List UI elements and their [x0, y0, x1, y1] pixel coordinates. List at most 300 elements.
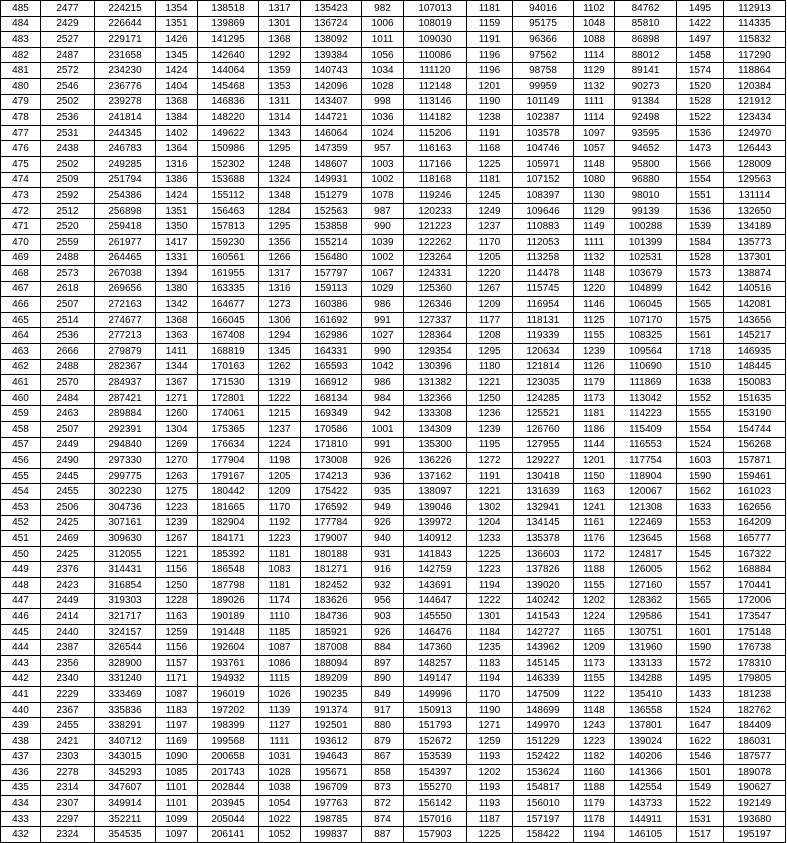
table-row: [1, 344, 786, 360]
table-cell: 1193: [467, 796, 513, 812]
table-cell: 126760: [513, 422, 574, 438]
table-cell: 459: [1, 406, 41, 422]
table-cell: 1539: [677, 219, 724, 235]
table-cell: 2559: [41, 234, 95, 250]
table-cell: 152302: [198, 156, 259, 172]
table-cell: 118904: [615, 468, 677, 484]
table-cell: 198785: [301, 811, 362, 827]
table-cell: 115409: [615, 422, 677, 438]
table-cell: 2536: [41, 110, 95, 126]
table-cell: 460: [1, 390, 41, 406]
table-cell: 143733: [615, 796, 677, 812]
table-cell: 1057: [574, 141, 615, 157]
table-cell: 1159: [467, 16, 513, 32]
table-cell: 157903: [404, 827, 467, 843]
table-cell: 176738: [724, 640, 786, 656]
table-cell: 1163: [156, 609, 198, 625]
table-cell: 172006: [724, 593, 786, 609]
table-cell: 109564: [615, 344, 677, 360]
table-cell: 146339: [513, 671, 574, 687]
table-cell: 249285: [95, 156, 156, 172]
table-cell: 1209: [467, 297, 513, 313]
table-cell: 149931: [301, 172, 362, 188]
table-cell: 1086: [259, 655, 301, 671]
table-cell: 469: [1, 250, 41, 266]
table-cell: 2314: [41, 780, 95, 796]
table-cell: 1223: [574, 733, 615, 749]
table-cell: 1319: [259, 375, 301, 391]
table-cell: 1181: [574, 406, 615, 422]
table-cell: 135300: [404, 437, 467, 453]
table-cell: 142759: [404, 562, 467, 578]
table-cell: 1114: [574, 110, 615, 126]
table-cell: 1202: [574, 593, 615, 609]
table-cell: 167408: [198, 328, 259, 344]
table-cell: 101149: [513, 94, 574, 110]
table-cell: 157016: [404, 811, 467, 827]
table-cell: 116163: [404, 141, 467, 157]
table-cell: 2506: [41, 500, 95, 516]
table-cell: 2592: [41, 188, 95, 204]
table-cell: 155112: [198, 188, 259, 204]
table-cell: 897: [362, 655, 404, 671]
table-cell: 468: [1, 266, 41, 282]
table-cell: 123264: [404, 250, 467, 266]
table-cell: 277213: [95, 328, 156, 344]
table-row: [1, 234, 786, 250]
table-cell: 1080: [574, 172, 615, 188]
table-cell: 186031: [724, 733, 786, 749]
table-cell: 94652: [615, 141, 677, 157]
table-cell: 1267: [467, 281, 513, 297]
table-cell: 1384: [156, 110, 198, 126]
table-cell: 2423: [41, 577, 95, 593]
table-cell: 1224: [259, 437, 301, 453]
table-cell: 234230: [95, 63, 156, 79]
table-cell: 139020: [513, 577, 574, 593]
table-cell: 132650: [724, 203, 786, 219]
table-cell: 137301: [724, 250, 786, 266]
table-cell: 121223: [404, 219, 467, 235]
table-cell: 340712: [95, 733, 156, 749]
table-cell: 107170: [615, 312, 677, 328]
table-cell: 1042: [362, 359, 404, 375]
table-cell: 123434: [724, 110, 786, 126]
table-cell: 156463: [198, 203, 259, 219]
table-cell: 101399: [615, 234, 677, 250]
table-cell: 1129: [574, 203, 615, 219]
table-cell: 1181: [467, 1, 513, 17]
table-cell: 115745: [513, 281, 574, 297]
table-row: [1, 515, 786, 531]
table-cell: 178310: [724, 655, 786, 671]
table-cell: 299775: [95, 468, 156, 484]
table-cell: 131639: [513, 484, 574, 500]
table-cell: 168134: [301, 390, 362, 406]
table-cell: 135378: [513, 531, 574, 547]
table-row: [1, 172, 786, 188]
table-cell: 1386: [156, 172, 198, 188]
table-cell: 272163: [95, 297, 156, 313]
table-cell: 168884: [724, 562, 786, 578]
table-cell: 190189: [198, 609, 259, 625]
table-cell: 1201: [467, 78, 513, 94]
table-cell: 432: [1, 827, 41, 843]
table-cell: 1317: [259, 1, 301, 17]
table-cell: 1168: [467, 141, 513, 157]
table-cell: 1002: [362, 172, 404, 188]
table-cell: 1647: [677, 718, 724, 734]
table-cell: 1536: [677, 203, 724, 219]
table-cell: 1549: [677, 780, 724, 796]
table-cell: 2438: [41, 141, 95, 157]
table-cell: 2572: [41, 63, 95, 79]
table-cell: 1157: [156, 655, 198, 671]
table-cell: 90273: [615, 78, 677, 94]
table-cell: 88012: [615, 47, 677, 63]
table-cell: 2573: [41, 266, 95, 282]
table-cell: 115832: [724, 32, 786, 48]
table-cell: 173547: [724, 609, 786, 625]
table-cell: 890: [362, 671, 404, 687]
table-row: [1, 546, 786, 562]
table-cell: 312055: [95, 546, 156, 562]
table-cell: 1541: [677, 609, 724, 625]
table-cell: 1183: [467, 655, 513, 671]
table-cell: 1221: [156, 546, 198, 562]
table-cell: 181238: [724, 687, 786, 703]
table-cell: 1324: [259, 172, 301, 188]
table-cell: 142727: [513, 624, 574, 640]
table-cell: 1524: [677, 437, 724, 453]
table-cell: 125521: [513, 406, 574, 422]
table-row: [1, 390, 786, 406]
table-row: [1, 1, 786, 17]
table-cell: 94016: [513, 1, 574, 17]
table-cell: 164209: [724, 515, 786, 531]
table-cell: 108325: [615, 328, 677, 344]
table-row: [1, 281, 786, 297]
table-cell: 345293: [95, 765, 156, 781]
table-cell: 1156: [156, 562, 198, 578]
table-cell: 171530: [198, 375, 259, 391]
table-cell: 193680: [724, 811, 786, 827]
table-cell: 2520: [41, 219, 95, 235]
table-cell: 229171: [95, 32, 156, 48]
table-cell: 2666: [41, 344, 95, 360]
table-cell: 130396: [404, 359, 467, 375]
table-row: [1, 94, 786, 110]
table-cell: 142640: [198, 47, 259, 63]
table-cell: 2229: [41, 687, 95, 703]
table-cell: 1101: [156, 780, 198, 796]
table-row: [1, 687, 786, 703]
table-cell: 333469: [95, 687, 156, 703]
table-cell: 1194: [467, 671, 513, 687]
table-cell: 116954: [513, 297, 574, 313]
table-cell: 331240: [95, 671, 156, 687]
table-cell: 149147: [404, 671, 467, 687]
table-cell: 102387: [513, 110, 574, 126]
table-cell: 1248: [259, 156, 301, 172]
table-cell: 478: [1, 110, 41, 126]
table-cell: 1263: [156, 468, 198, 484]
table-cell: 294840: [95, 437, 156, 453]
table-cell: 1424: [156, 188, 198, 204]
table-cell: 136724: [301, 16, 362, 32]
table-cell: 1115: [259, 671, 301, 687]
table-cell: 103578: [513, 125, 574, 141]
table-cell: 180442: [198, 484, 259, 500]
table-cell: 194643: [301, 749, 362, 765]
table-cell: 96366: [513, 32, 574, 48]
table-cell: 1085: [156, 765, 198, 781]
table-cell: 926: [362, 453, 404, 469]
table-row: [1, 422, 786, 438]
table-cell: 241814: [95, 110, 156, 126]
table-cell: 1225: [467, 546, 513, 562]
table-cell: 1027: [362, 328, 404, 344]
table-cell: 105971: [513, 156, 574, 172]
table-cell: 119246: [404, 188, 467, 204]
table-cell: 1536: [677, 125, 724, 141]
table-row: [1, 749, 786, 765]
table-cell: 1196: [467, 47, 513, 63]
table-cell: 146105: [615, 827, 677, 843]
table-cell: 148257: [404, 655, 467, 671]
table-cell: 109030: [404, 32, 467, 48]
table-cell: 1191: [467, 125, 513, 141]
table-cell: 206141: [198, 827, 259, 843]
table-cell: 1220: [574, 281, 615, 297]
table-cell: 1192: [259, 515, 301, 531]
table-cell: 205044: [198, 811, 259, 827]
table-cell: 117290: [724, 47, 786, 63]
table-cell: 1170: [259, 500, 301, 516]
table-cell: 124331: [404, 266, 467, 282]
table-cell: 97562: [513, 47, 574, 63]
table-cell: 95175: [513, 16, 574, 32]
table-cell: 157197: [513, 811, 574, 827]
table-cell: 917: [362, 702, 404, 718]
table-row: [1, 375, 786, 391]
table-cell: 1126: [574, 359, 615, 375]
table-cell: 139024: [615, 733, 677, 749]
table-cell: 1273: [259, 297, 301, 313]
table-cell: 1156: [156, 640, 198, 656]
table-cell: 182904: [198, 515, 259, 531]
table-cell: 174213: [301, 468, 362, 484]
table-row: [1, 702, 786, 718]
table-cell: 1314: [259, 110, 301, 126]
table-cell: 2455: [41, 718, 95, 734]
table-cell: 166912: [301, 375, 362, 391]
table-cell: 451: [1, 531, 41, 547]
table-cell: 940: [362, 531, 404, 547]
table-cell: 1259: [156, 624, 198, 640]
table-cell: 175422: [301, 484, 362, 500]
table-cell: 107013: [404, 1, 467, 17]
table-cell: 2514: [41, 312, 95, 328]
table-cell: 141295: [198, 32, 259, 48]
table-cell: 1718: [677, 344, 724, 360]
table-cell: 1155: [574, 577, 615, 593]
table-cell: 472: [1, 203, 41, 219]
table-cell: 1173: [574, 390, 615, 406]
table-cell: 151635: [724, 390, 786, 406]
table-cell: 1181: [259, 577, 301, 593]
table-cell: 142554: [615, 780, 677, 796]
table-cell: 1473: [677, 141, 724, 157]
table-cell: 1148: [574, 702, 615, 718]
table-cell: 130418: [513, 468, 574, 484]
table-cell: 1575: [677, 312, 724, 328]
table-cell: 2307: [41, 796, 95, 812]
table-cell: 126443: [724, 141, 786, 157]
table-cell: 184409: [724, 718, 786, 734]
table-cell: 473: [1, 188, 41, 204]
table-cell: 872: [362, 796, 404, 812]
table-cell: 110086: [404, 47, 467, 63]
table-cell: 1342: [156, 297, 198, 313]
table-cell: 1517: [677, 827, 724, 843]
table-cell: 143962: [513, 640, 574, 656]
table-cell: 1132: [574, 250, 615, 266]
table-row: [1, 500, 786, 516]
table-cell: 161955: [198, 266, 259, 282]
table-cell: 148220: [198, 110, 259, 126]
table-row: [1, 16, 786, 32]
table-cell: 1223: [467, 562, 513, 578]
table-cell: 157797: [301, 266, 362, 282]
table-cell: 2502: [41, 156, 95, 172]
table-cell: 1531: [677, 811, 724, 827]
table-cell: 141543: [513, 609, 574, 625]
table-cell: 434: [1, 796, 41, 812]
table-cell: 466: [1, 297, 41, 313]
table-cell: 150913: [404, 702, 467, 718]
table-row: [1, 63, 786, 79]
table-cell: 1590: [677, 640, 724, 656]
table-cell: 987: [362, 203, 404, 219]
table-cell: 1056: [362, 47, 404, 63]
table-cell: 127160: [615, 577, 677, 593]
table-cell: 110883: [513, 219, 574, 235]
table-cell: 185921: [301, 624, 362, 640]
table-cell: 139384: [301, 47, 362, 63]
table-cell: 145145: [513, 655, 574, 671]
table-cell: 1316: [259, 281, 301, 297]
table-cell: 443: [1, 655, 41, 671]
table-cell: 1239: [574, 344, 615, 360]
table-cell: 1002: [362, 250, 404, 266]
table-cell: 274677: [95, 312, 156, 328]
table-cell: 1139: [259, 702, 301, 718]
table-cell: 130751: [615, 624, 677, 640]
table-row: [1, 593, 786, 609]
table-cell: 349914: [95, 796, 156, 812]
table-cell: 134189: [724, 219, 786, 235]
table-cell: 136558: [615, 702, 677, 718]
table-cell: 1364: [156, 141, 198, 157]
table-cell: 147360: [404, 640, 467, 656]
table-cell: 887: [362, 827, 404, 843]
table-cell: 2618: [41, 281, 95, 297]
table-cell: 177784: [301, 515, 362, 531]
table-cell: 1111: [574, 94, 615, 110]
table-cell: 244345: [95, 125, 156, 141]
table-cell: 1034: [362, 63, 404, 79]
table-cell: 99959: [513, 78, 574, 94]
table-cell: 1190: [467, 702, 513, 718]
table-cell: 338291: [95, 718, 156, 734]
table-cell: 2536: [41, 328, 95, 344]
table-cell: 292391: [95, 422, 156, 438]
table-cell: 1353: [259, 78, 301, 94]
table-cell: 177904: [198, 453, 259, 469]
table-cell: 131960: [615, 640, 677, 656]
table-cell: 1088: [574, 32, 615, 48]
table-cell: 990: [362, 344, 404, 360]
table-cell: 179167: [198, 468, 259, 484]
table-cell: 1222: [259, 390, 301, 406]
table-cell: 1182: [574, 749, 615, 765]
table-cell: 129227: [513, 453, 574, 469]
table-cell: 316854: [95, 577, 156, 593]
table-cell: 879: [362, 733, 404, 749]
table-cell: 471: [1, 219, 41, 235]
table-cell: 1271: [156, 390, 198, 406]
table-cell: 436: [1, 765, 41, 781]
table-cell: 168819: [198, 344, 259, 360]
table-cell: 1262: [259, 359, 301, 375]
table-cell: 450: [1, 546, 41, 562]
table-cell: 132941: [513, 500, 574, 516]
table-cell: 2512: [41, 203, 95, 219]
table-cell: 319303: [95, 593, 156, 609]
table-cell: 1566: [677, 156, 724, 172]
table-cell: 180188: [301, 546, 362, 562]
table-cell: 121912: [724, 94, 786, 110]
table-cell: 1554: [677, 422, 724, 438]
table-cell: 2449: [41, 593, 95, 609]
table-cell: 120067: [615, 484, 677, 500]
table-cell: 201743: [198, 765, 259, 781]
table-cell: 2546: [41, 78, 95, 94]
table-cell: 2324: [41, 827, 95, 843]
table-cell: 991: [362, 437, 404, 453]
table-cell: 154397: [404, 765, 467, 781]
table-cell: 139869: [198, 16, 259, 32]
table-cell: 239278: [95, 94, 156, 110]
table-cell: 1163: [574, 484, 615, 500]
table-cell: 916: [362, 562, 404, 578]
table-cell: 147509: [513, 687, 574, 703]
table-cell: 1148: [574, 156, 615, 172]
table-cell: 189209: [301, 671, 362, 687]
table-cell: 193761: [198, 655, 259, 671]
table-cell: 148607: [301, 156, 362, 172]
table-cell: 164331: [301, 344, 362, 360]
table-cell: 251794: [95, 172, 156, 188]
table-cell: 150083: [724, 375, 786, 391]
table-cell: 1169: [156, 733, 198, 749]
table-cell: 440: [1, 702, 41, 718]
table-cell: 1026: [259, 687, 301, 703]
table-cell: 121814: [513, 359, 574, 375]
table-cell: 433: [1, 811, 41, 827]
table-cell: 324157: [95, 624, 156, 640]
